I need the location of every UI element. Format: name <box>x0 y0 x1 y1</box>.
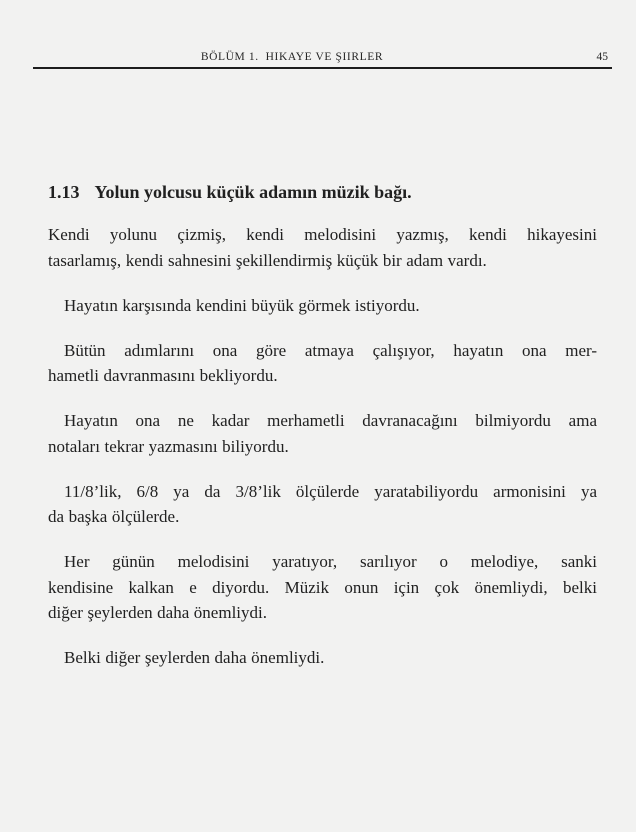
text-line: tasarlamış, kendi sahnesini şekillendirmiş küçük bir adam vardı. <box>48 250 487 270</box>
paragraph <box>48 408 597 459</box>
text-line: Kendi yolunu çizmiş, kendi melodisini yazmış, kendi hikayesini <box>48 225 597 244</box>
chapter-title: BÖLÜM 1. HIKAYE VE ŞIIRLER <box>200 51 384 63</box>
text-line: Hayatın karşısında kendini büyük görmek istiyordu. <box>64 295 420 315</box>
paragraph <box>48 645 597 671</box>
running-header <box>0 49 636 66</box>
text-line: hametli davranmasını bekliyordu. <box>48 366 278 385</box>
text-line: diğer şeylerden daha önemliydi. <box>48 603 267 622</box>
text-line: Hayatın ona ne kadar merhametli davranacağını bilmiyordu ama <box>64 411 597 430</box>
paragraph <box>48 549 597 626</box>
text-column <box>48 182 597 671</box>
page-number: 45 <box>596 51 608 63</box>
paragraph <box>48 222 597 273</box>
text-line: notaları tekrar yazmasını biliyordu. <box>48 436 289 456</box>
section-number: 1.13 <box>48 182 80 202</box>
text-line: da başka ölçülerde. <box>48 507 180 526</box>
section-title: Yolun yolcusu küçük adamın müzik bağı. <box>94 182 412 202</box>
text-line: Her günün melodisini yaratıyor, sarılıyor o melodiye, sanki <box>64 552 597 571</box>
header-rule <box>33 67 612 69</box>
section-heading <box>48 182 597 202</box>
paragraph <box>48 293 597 319</box>
text-line: Bütün adımlarını ona göre atmaya çalışıyor, hayatın ona mer- <box>64 340 597 360</box>
text-line: 11/8’lik, 6/8 ya da 3/8’lik ölçülerde yaratabiliyordu armonisini ya <box>64 481 597 501</box>
paragraph <box>48 338 597 389</box>
paragraph <box>48 479 597 530</box>
text-line: kendisine kalkan e diyordu. Müzik onun için çok önemliydi, belki <box>48 577 597 597</box>
text-line: Belki diğer şeylerden daha önemliydi. <box>64 648 325 667</box>
